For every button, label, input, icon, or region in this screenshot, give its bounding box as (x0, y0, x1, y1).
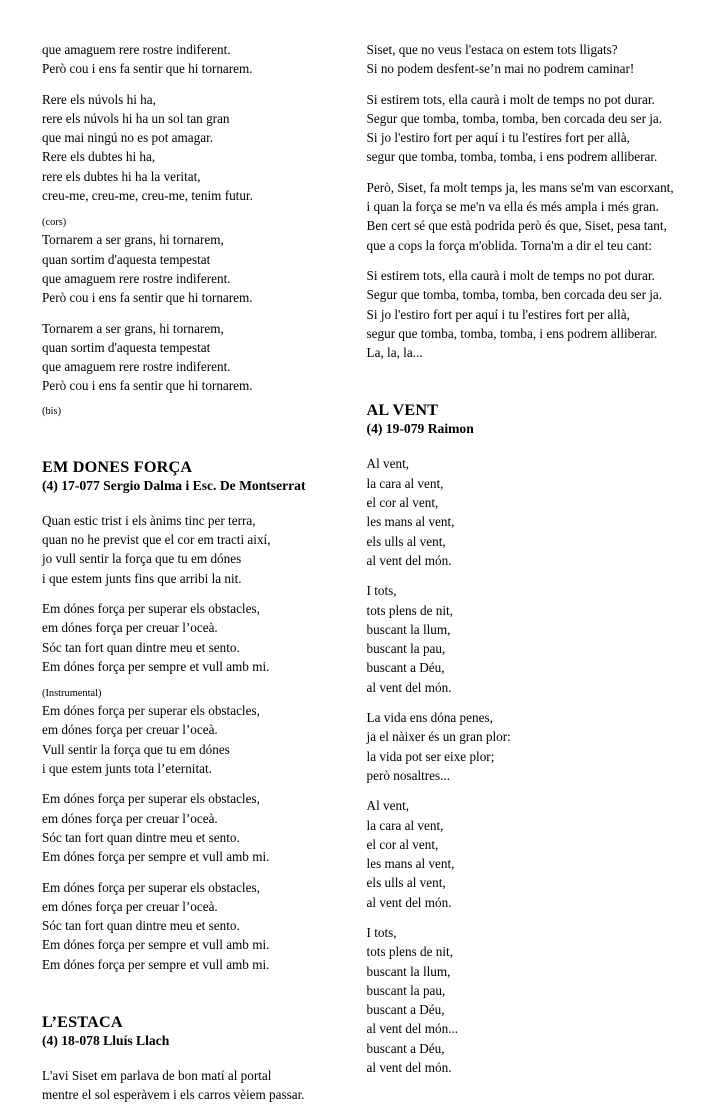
lyric-line: el cor al vent, (366, 495, 439, 511)
lyric-line: Però, Siset, fa molt temps ja, les mans se'm van escorxant, (366, 179, 674, 195)
lyric-line: segur que tomba, tomba, tomba, i ens podrem alliberar. (366, 325, 658, 341)
lyric-line: buscant a Déu, (366, 1002, 445, 1018)
lyric-line: buscant la llum, (366, 963, 451, 979)
lyric-stanza (367, 40, 723, 79)
lyric-line: Quan estic trist i els ànims tinc per terra, (42, 512, 256, 528)
lyric-line: I tots, (366, 924, 397, 940)
lyric-line: Em dónes força per superar els obstacles, (42, 879, 260, 895)
lyric-line: Tornarem a ser grans, hi tornarem, (42, 232, 224, 248)
lyric-line: Però cou i ens fa sentir que hi tornarem. (42, 61, 253, 77)
lyric-stanza (367, 708, 723, 785)
lyric-line: Segur que tomba, tomba, tomba, ben corcada deu ser ja. (366, 110, 663, 126)
lyric-line: Sóc tan fort quan dintre meu et sento. (42, 829, 240, 845)
song-credit: (4) 18-078 Lluís Llach (42, 1032, 170, 1048)
lyric-line: Sóc tan fort quan dintre meu et sento. (42, 639, 240, 655)
lyric-line: buscant la llum, (366, 621, 451, 637)
song-title: AL VENT (366, 401, 439, 420)
lyric-line: L'avi Siset em parlava de bon matí al portal (42, 1067, 272, 1083)
lyric-line: La, la, la... (366, 345, 423, 361)
lyric-line: buscant a Déu, (366, 1040, 445, 1056)
lyric-line: Em dónes força per sempre et vull amb mi. (42, 956, 270, 972)
lyric-line: i quan la força se me'n va ella és més ampla i més gran. (366, 199, 659, 215)
right-column (21, 40, 723, 1088)
lyric-line: rere els núvols hi ha un sol tan gran (42, 110, 230, 126)
lyric-line: Em dónes força per sempre et vull amb mi. (42, 658, 270, 674)
lyric-stanza (367, 178, 723, 255)
lyric-line: que a cops la força m'oblida. Torna'm a dir el teu cant: (366, 237, 653, 253)
stanza-marker: (bis) (42, 405, 62, 417)
lyric-stanza (367, 454, 723, 570)
lyric-line: Segur que tomba, tomba, tomba, ben corcada deu ser ja. (366, 287, 663, 303)
song-title: EM DONES FORÇA (42, 457, 193, 476)
lyric-line: Si estirem tots, ella caurà i molt de temps no pot durar. (366, 91, 655, 107)
lyric-line: Si estirem tots, ella caurà i molt de temps no pot durar. (366, 267, 655, 283)
lyric-line: quan sortim d'aquesta tempestat (42, 251, 211, 267)
song-credit: (4) 19-079 Raimon (366, 421, 474, 437)
lyric-line: tots plens de nit, (366, 944, 453, 960)
lyric-line: que mai ningú no es pot amagar. (42, 130, 214, 146)
lyric-line: em dónes força per creuar l’oceà. (42, 810, 218, 826)
lyric-line: el cor al vent, (366, 836, 439, 852)
lyric-line: que amaguem rere rostre indiferent. (42, 270, 231, 286)
lyric-line: Si no podem desfent-se’n mai no podrem caminar! (366, 61, 635, 77)
lyric-line: al vent del món... (366, 1021, 459, 1037)
lyric-line: Si jo l'estiro fort per aquí i tu l'estires fort per allà, (366, 130, 630, 146)
stanza-marker: (Instrumental) (42, 688, 102, 700)
lyric-line: Si jo l'estiro fort per aquí i tu l'estires fort per allà, (366, 306, 630, 322)
lyric-line: em dónes força per creuar l’oceà. (42, 620, 218, 636)
lyric-line: I tots, (366, 583, 397, 599)
lyric-line: Vull sentir la força que tu em dónes (42, 741, 230, 757)
lyric-line: buscant a Déu, (366, 660, 445, 676)
lyric-line: Sóc tan fort quan dintre meu et sento. (42, 918, 240, 934)
two-column-layout (0, 40, 723, 1116)
lyric-line: Em dónes força per superar els obstacles, (42, 600, 260, 616)
lyric-line: Rere els dubtes hi ha, (42, 149, 156, 165)
lyric-line: els ulls al vent, (366, 533, 446, 549)
song-title: L’ESTACA (42, 1012, 123, 1031)
lyric-line: Em dónes força per sempre et vull amb mi. (42, 849, 270, 865)
lyric-line: Al vent, (366, 456, 410, 472)
lyric-line: que amaguem rere rostre indiferent. (42, 42, 231, 57)
lyric-line: al vent del món. (366, 679, 452, 695)
lyric-line: ja el nàixer és un gran plor: (366, 729, 511, 745)
lyric-line: segur que tomba, tomba, tomba, i ens podrem alliberar. (366, 149, 658, 165)
lyric-stanza (367, 90, 723, 167)
lyric-line: que amaguem rere rostre indiferent. (42, 359, 231, 375)
lyric-line: quan sortim d'aquesta tempestat (42, 339, 211, 355)
lyric-line: Tornarem a ser grans, hi tornarem, (42, 320, 224, 336)
lyric-line: Ben cert sé que està podrida però és que, Siset, pesa tant, (366, 218, 667, 234)
lyric-line: buscant la pau, (366, 982, 446, 998)
lyric-stanza (367, 581, 723, 697)
lyric-line: Siset, que no veus l'estaca on estem tots lligats? (366, 42, 618, 57)
lyric-line: Em dónes força per superar els obstacles, (42, 703, 260, 719)
lyric-line: Rere els núvols hi ha, (42, 91, 156, 107)
lyric-line: els ulls al vent, (366, 875, 446, 891)
lyric-line: la vida pot ser eixe plor; (366, 748, 495, 764)
lyric-line: em dónes força per creuar l’oceà. (42, 898, 218, 914)
lyric-line: la cara al vent, (366, 817, 444, 833)
lyric-line: em dónes força per creuar l’oceà. (42, 722, 218, 738)
lyric-line: al vent del món. (366, 1060, 452, 1076)
lyric-stanza (367, 266, 723, 362)
lyric-line: rere els dubtes hi ha la veritat, (42, 168, 201, 184)
song-credit: (4) 17-077 Sergio Dalma i Esc. De Montserrat (42, 477, 306, 493)
lyric-line: Em dónes força per sempre et vull amb mi. (42, 937, 270, 953)
lyric-line: creu-me, creu-me, creu-me, tenim futur. (42, 188, 253, 204)
lyric-line: les mans al vent, (366, 514, 455, 530)
stanza-marker: (cors) (42, 217, 67, 229)
lyric-line: Al vent, (366, 798, 410, 814)
lyric-line: mentre el sol esperàvem i els carros vèiem passar. (42, 1087, 305, 1103)
lyric-line: buscant la pau, (366, 641, 446, 657)
lyric-line: al vent del món. (366, 894, 452, 910)
song-heading (367, 373, 723, 438)
lyric-line: tots plens de nit, (366, 602, 453, 618)
lyric-line: Però cou i ens fa sentir que hi tornarem. (42, 290, 253, 306)
lyric-stanza (367, 796, 723, 912)
lyric-line: Em dónes força per superar els obstacles, (42, 791, 260, 807)
lyric-line: La vida ens dóna penes, (366, 710, 493, 726)
lyric-line: però nosaltres... (366, 767, 451, 783)
lyric-line: la cara al vent, (366, 475, 444, 491)
lyric-stanza (367, 923, 723, 1077)
lyric-line: i que estem junts tota l’eternitat. (42, 761, 212, 777)
lyric-line: quan no he previst que el cor em tracti així, (42, 532, 271, 548)
lyric-line: al vent del món. (366, 552, 452, 568)
lyric-line: les mans al vent, (366, 856, 455, 872)
lyric-line: i que estem junts fins que arribi la nit. (42, 570, 242, 586)
lyric-line: jo vull sentir la força que tu em dónes (42, 551, 242, 567)
lyric-line: Però cou i ens fa sentir que hi tornarem. (42, 378, 253, 394)
